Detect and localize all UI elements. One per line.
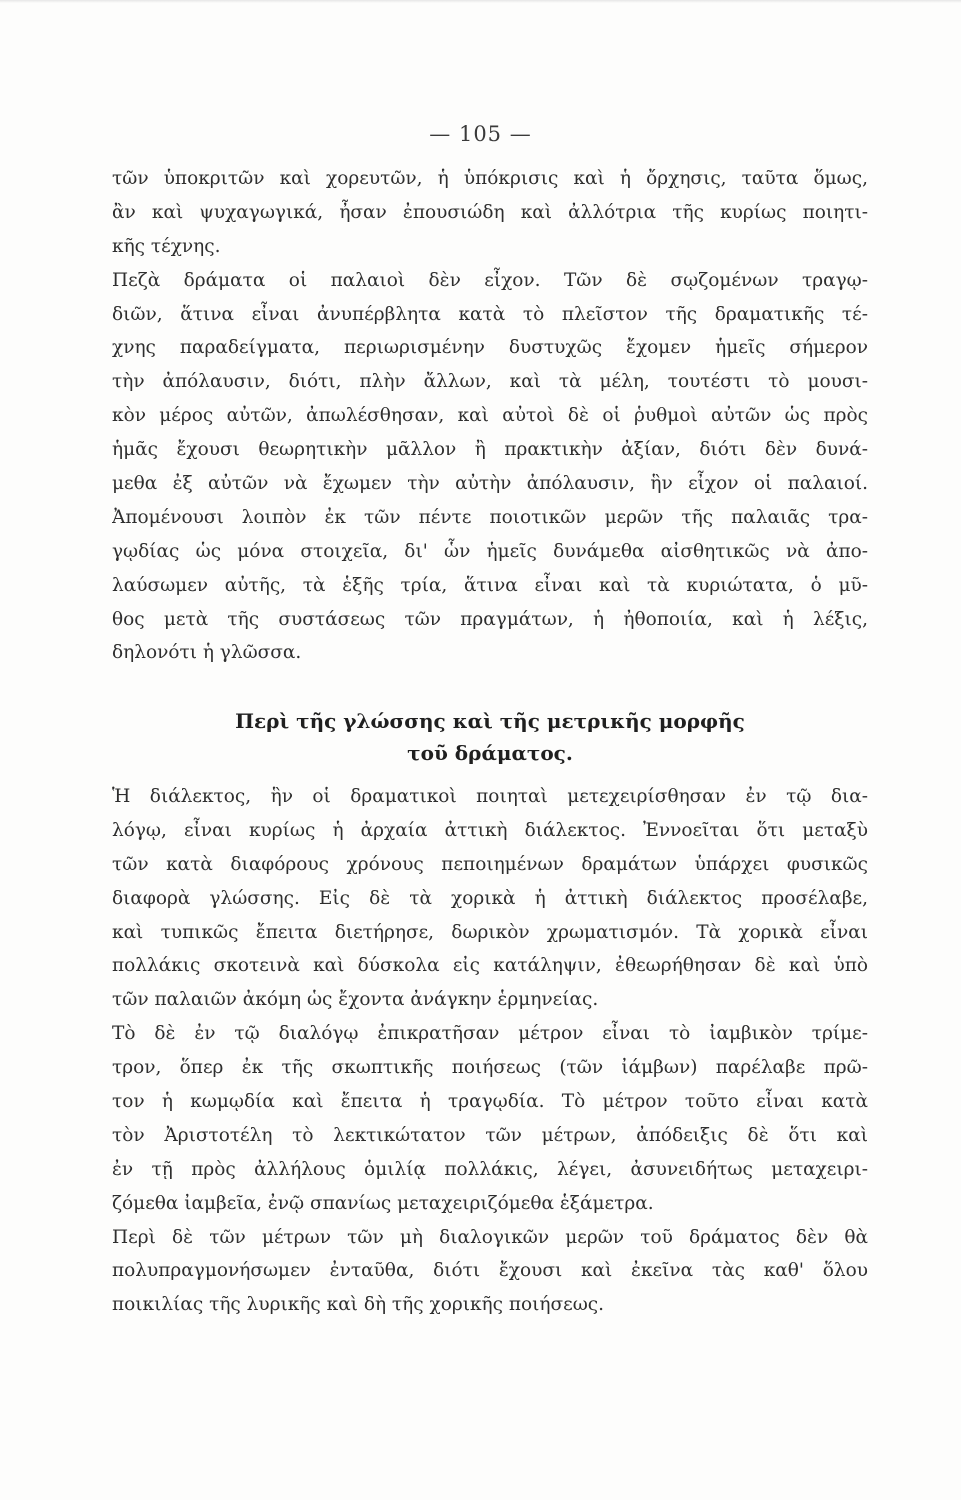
section-heading-line-one: Περὶ τῆς γλώσσης καὶ τῆς μετρικῆς μορφῆς	[235, 709, 745, 733]
scan-edge	[0, 0, 961, 3]
text-line: διαφορὰ γλώσσης. Εἰς δὲ τὰ χορικὰ ἡ ἀττικὴ διάλεκτος προσέλαβε,	[112, 887, 868, 909]
page-number: — 105 —	[429, 122, 532, 146]
text-line: καὶ τυπικῶς ἔπειτα διετήρησε, δωρικὸν χρωματισμόν. Τὰ χορικὰ εἶναι	[112, 921, 868, 943]
text-line: γῳδίας ὡς μόνα στοιχεῖα, δι' ὧν ἡμεῖς δυνάμεθα αἰσθητικῶς νὰ ἀπο-	[112, 540, 868, 562]
text-line: ζόμεθα ἰαμβεῖα, ἐνῷ σπανίως μεταχειριζόμεθα ἑξάμετρα.	[112, 1192, 654, 1214]
text-line: κῆς τέχνης.	[112, 235, 221, 257]
text-line: διῶν, ἅτινα εἶναι ἀνυπέρβλητα κατὰ τὸ πλεῖστον τῆς δραματικῆς τέ-	[112, 303, 868, 325]
text-line: ἂν καὶ ψυχαγωγικά, ἦσαν ἐπουσιώδη καὶ ἀλλότρια τῆς κυρίως ποιητι-	[112, 201, 868, 223]
text-line: μεθα ἐξ αὐτῶν νὰ ἔχωμεν τὴν αὐτὴν ἀπόλαυσιν, ἣν εἶχον οἱ παλαιοί.	[112, 473, 868, 495]
text-line: Πεζὰ δράματα οἱ παλαιοὶ δὲν εἶχον. Τῶν δὲ σῳζομένων τραγῳ-	[112, 269, 868, 291]
paragraph-block-one	[112, 162, 868, 670]
text-line: ἡμᾶς ἔχουσι θεωρητικὴν μᾶλλον ἢ πρακτικὴν ἀξίαν, διότι δὲν δυνά-	[112, 439, 868, 461]
text-line: τῶν ὑποκριτῶν καὶ χορευτῶν, ἡ ὑπόκρισις καὶ ἡ ὄρχησις, ταῦτα ὅμως,	[112, 168, 868, 189]
paragraph-block-two	[112, 780, 868, 1322]
text-line: χνης παραδείγματα, περιωρισμένην δυστυχῶς ἔχομεν ἡμεῖς σήμερον	[112, 337, 868, 359]
section-heading	[112, 705, 868, 769]
text-line: τὴν ἀπόλαυσιν, διότι, πλὴν ἄλλων, καὶ τὰ μέλη, τουτέστι τὸ μουσι-	[112, 371, 868, 393]
text-line: πολλάκις σκοτεινὰ καὶ δύσκολα εἰς κατάληψιν, ἐθεωρήθησαν δὲ καὶ ὑπὸ	[112, 955, 868, 977]
text-line: ποικιλίας τῆς λυρικῆς καὶ δὴ τῆς χορικῆς ποιήσεως.	[112, 1294, 605, 1316]
text-line: θος μετὰ τῆς συστάσεως τῶν πραγμάτων, ἡ ἠθοποιία, καὶ ἡ λέξις,	[112, 608, 868, 630]
text-line: δηλονότι ἡ γλῶσσα.	[112, 642, 302, 664]
text-line: Τὸ δὲ ἐν τῷ διαλόγῳ ἐπικρατῆσαν μέτρον εἶναι τὸ ἰαμβικὸν τρίμε-	[112, 1023, 868, 1045]
text-line: λαύσωμεν αὐτῆς, τὰ ἑξῆς τρία, ἅτινα εἶναι καὶ τὰ κυριώτατα, ὁ μῦ-	[112, 574, 868, 596]
text-line: Ἡ διάλεκτος, ἣν οἱ δραματικοὶ ποιηταὶ μετεχειρίσθησαν ἐν τῷ δια-	[112, 786, 868, 807]
text-line: Ἀπομένουσι λοιπὸν ἐκ τῶν πέντε ποιοτικῶν μερῶν τῆς παλαιᾶς τρα-	[112, 506, 868, 528]
text-line: τῶν παλαιῶν ἀκόμη ὡς ἔχοντα ἀνάγκην ἑρμηνείας.	[112, 989, 599, 1011]
text-line: ἐν τῇ πρὸς ἀλλήλους ὁμιλίᾳ πολλάκις, λέγει, ἀσυνειδήτως μεταχειρι-	[112, 1158, 868, 1180]
text-line: κὸν μέρος αὐτῶν, ἀπωλέσθησαν, καὶ αὐτοὶ δὲ οἱ ῥυθμοὶ αὐτῶν ὡς πρὸς	[112, 405, 868, 427]
section-heading-line-two: τοῦ δράματος.	[407, 741, 573, 765]
text-line: τῶν κατὰ διαφόρους χρόνους πεποιημένων δραμάτων ὑπάρχει φυσικῶς	[112, 853, 868, 875]
text-line: πολυπραγμονήσωμεν ἐνταῦθα, διότι ἔχουσι καὶ ἐκεῖνα τὰς καθ' ὅλου	[112, 1260, 868, 1282]
text-line: Περὶ δὲ τῶν μέτρων τῶν μὴ διαλογικῶν μερῶν τοῦ δράματος δὲν θὰ	[112, 1226, 868, 1248]
text-line: λόγῳ, εἶναι κυρίως ἡ ἀρχαία ἀττικὴ διάλεκτος. Ἐννοεῖται ὅτι μεταξὺ	[112, 819, 868, 841]
text-line: τρον, ὅπερ ἐκ τῆς σκωπτικῆς ποιήσεως (τῶν ἰάμβων) παρέλαβε πρῶ-	[112, 1057, 868, 1079]
text-line: τὸν Ἀριστοτέλη τὸ λεκτικώτατον τῶν μέτρων, ἀπόδειξις δὲ ὅτι καὶ	[112, 1124, 868, 1146]
text-line: τον ἡ κωμῳδία καὶ ἔπειτα ἡ τραγῳδία. Τὸ μέτρον τοῦτο εἶναι κατὰ	[112, 1091, 868, 1113]
